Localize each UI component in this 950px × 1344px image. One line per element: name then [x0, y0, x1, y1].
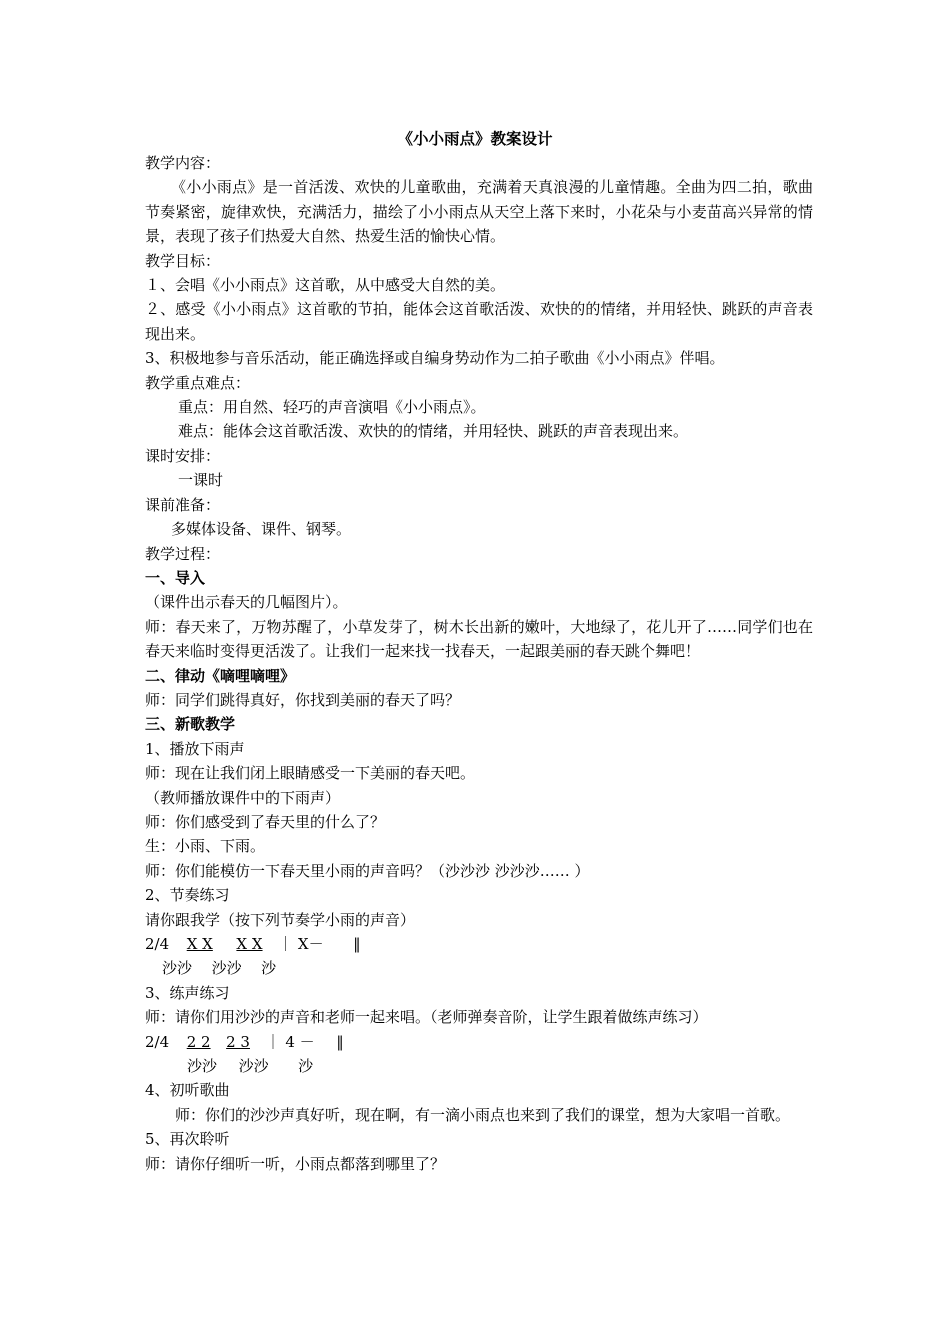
step-4-heading: 4、初听歌曲 — [145, 1081, 230, 1100]
prep-heading: 课前准备： — [145, 495, 221, 514]
rhythm-1-lyrics — [145, 956, 813, 980]
rhythm-1-tail: X－ — [297, 935, 324, 953]
step-3-heading: 3、练声练习 — [145, 983, 230, 1002]
schedule-value: 一课时 — [178, 471, 224, 490]
rhythm-1-notation — [145, 932, 813, 956]
section-1-teacher: 师：春天来了，万物苏醒了，小草发芽了，树木长出新的嫩叶，大地绿了，花儿开了……同学们也在春天来临时变得更活泼了。让我们一起来找一找春天，一起跟美丽的春天跳个舞吧！ — [145, 617, 813, 661]
section-1-note: （课件出示春天的几幅图片）。 — [145, 593, 348, 612]
step-2-heading: 2、节奏练习 — [145, 886, 230, 905]
rhythm-1-time: 2/4 — [145, 935, 170, 953]
prep-value: 多媒体设备、课件、钢琴。 — [171, 520, 352, 539]
rhythm-2-lyric-2: 沙沙 — [238, 1057, 269, 1076]
goals-heading: 教学目标： — [145, 251, 221, 270]
step-2-instruction: 请你跟我学（按下列节奏学小雨的声音） — [145, 910, 416, 929]
step-1-answer: 生：小雨、下雨。 — [145, 837, 266, 856]
rhythm-2-group-2: 2 3 — [226, 1032, 250, 1051]
rhythm-1-end: ‖ — [353, 935, 361, 953]
rhythm-2-barline: ｜ — [265, 1032, 281, 1051]
goal-2: ２、感受《小小雨点》这首歌的节拍，能体会这首歌活泼、欢快的的情绪，并用轻快、跳跃的声音表现出来。 — [145, 300, 813, 343]
section-2-heading: 二、律动《嘀哩嘀哩》 — [145, 666, 296, 685]
section-1-heading: 一、导入 — [145, 568, 206, 587]
schedule-heading: 课时安排： — [145, 446, 221, 465]
document-title: 《小小雨点》教案设计 — [397, 129, 553, 148]
step-4-teacher: 师：你们的沙沙声真好听，现在啊，有一滴小雨点也来到了我们的课堂，想为大家唱一首歌。 — [175, 1105, 791, 1124]
step-5-heading: 5、再次聆听 — [145, 1130, 230, 1149]
rhythm-2-lyric-3: 沙 — [298, 1057, 314, 1076]
rhythm-1-group-1: X X — [186, 935, 213, 953]
section-2-teacher: 师：同学们跳得真好，你找到美丽的春天了吗？ — [145, 690, 461, 709]
step-1-teacher: 师：现在让我们闭上眼睛感受一下美丽的春天吧。 — [145, 764, 476, 783]
step-3-teacher: 师：请你们用沙沙的声音和老师一起来唱。（老师弹奏音阶，让学生跟着做练声练习） — [145, 1008, 708, 1027]
process-heading: 教学过程： — [145, 544, 221, 563]
rhythm-2-tail: 4 － — [285, 1032, 315, 1051]
goal-3: 3、积极地参与音乐活动，能正确选择或自编身势动作为二拍子歌曲《小小雨点》伴唱。 — [145, 349, 725, 368]
rhythm-2-lyric-1: 沙沙 — [187, 1057, 218, 1076]
document-body — [145, 151, 813, 1176]
keypoints-heading: 教学重点难点： — [145, 373, 251, 392]
rhythm-1-group-2: X X — [236, 935, 263, 953]
rhythm-1-barline: ｜ — [278, 935, 294, 953]
keypoint: 重点：用自然、轻巧的声音演唱《小小雨点》。 — [178, 398, 486, 417]
step-5-teacher: 师：请你仔细听一听，小雨点都落到哪里了？ — [145, 1154, 446, 1173]
step-1-question: 师：你们感受到了春天里的什么了？ — [145, 812, 386, 831]
content-paragraph: 《小小雨点》是一首活泼、欢快的儿童歌曲，充满着天真浪漫的儿童情趣。全曲为四二拍，歌曲节奏紧密，旋律欢快，充满活力，描绘了小小雨点从天空上落下来时，小花朵与小麦苗高兴异常的情景，表现了孩子们热爱大自然、热爱生活的愉快心情。 — [145, 178, 813, 246]
content-heading: 教学内容： — [145, 154, 221, 172]
rhythm-1-lyric-3: 沙 — [261, 959, 277, 978]
rhythm-1-lyric-1: 沙沙 — [162, 959, 193, 978]
step-1-question-2: 师：你们能模仿一下春天里小雨的声音吗？（沙沙沙 沙沙沙…… ） — [145, 861, 590, 880]
goal-1: １、会唱《小小雨点》这首歌，从中感受大自然的美。 — [145, 276, 506, 295]
section-3-heading: 三、新歌教学 — [145, 715, 236, 734]
rhythm-2-lyrics — [145, 1054, 813, 1078]
step-1-heading: 1、播放下雨声 — [145, 739, 245, 758]
rhythm-2-end: ‖ — [336, 1032, 344, 1051]
rhythm-2-notation — [145, 1030, 813, 1054]
rhythm-2-group-1: 2 2 — [186, 1032, 211, 1051]
step-1-note: （教师播放课件中的下雨声） — [145, 788, 341, 807]
difficulty: 难点：能体会这首歌活泼、欢快的的情绪，并用轻快、跳跃的声音表现出来。 — [178, 422, 689, 441]
rhythm-2-time: 2/4 — [145, 1032, 170, 1051]
rhythm-1-lyric-2: 沙沙 — [211, 959, 242, 978]
